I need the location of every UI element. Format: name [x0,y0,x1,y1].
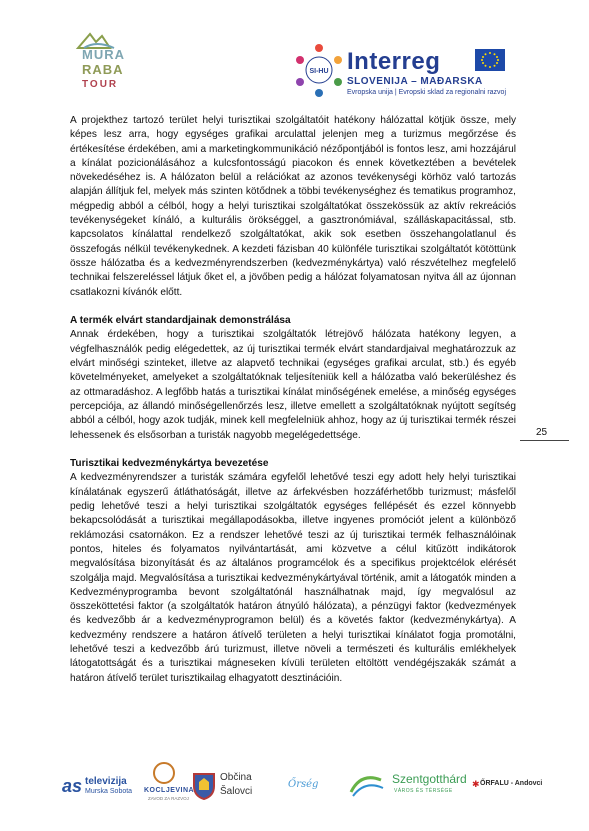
footer-partner-logos [62,770,543,806]
paragraph-standards: Annak érdekében, hogy a turisztikai szolgáltatók létrejövő hálózata hatékony legyen, a végfelhasználók pedig elégedettek, az új turisztikai termék elvárt standardjaival meghatározzuk az elvárt minőségi szinteket, illetve az alapvető technikai (egységes grafikai arculat, stb.) és egyéb követelményeket, amelyeket a szolgáltatóknak teljesíteniük kell a hálózatba való bekerüléshez és az ottmaradáshoz. A legfőbb hatás a turisztikai kínálat minőségének emelése, a minőség egységes percepciója, az állandó minőségellenőrzés lesz, illetve emellett a szolgáltatóknak nyújtott segítség abból a célból, hogy azok tudják, minek kell megfelelniük ahhoz, hogy az új turisztikai termék részei lehessenek és elsősorban a turisták nagyobb megelégedettsége. [70,329,516,441]
interreg-title: Interreg [347,48,441,75]
obcina-line1: Občina [220,772,252,783]
kocljevina-title: KOCLJEVINA [144,787,195,794]
logo-text-mura: MURA [82,47,125,62]
kocljevina-ring-icon [153,762,175,784]
obcina-line2: Šalovci [220,786,253,797]
logo-text-raba: RABA [82,62,124,77]
si-hu-badge: SI-HU [309,68,329,75]
section-heading-standards: A termék elvárt standardjainak demonstrálása [70,315,291,327]
interreg-subtitle: SLOVENIJA – MAĐARSKA [347,76,483,87]
interreg-tagline: Evropska unija | Evropski sklad za regionalni razvoj [347,89,507,96]
coat-of-arms-icon [192,772,216,800]
section-heading-discount-card: Turisztikai kedvezménykártya bevezetése [70,458,269,470]
televizija-subtitle: Murska Sobota [85,788,133,795]
logo-text-tour: TOUR [82,79,119,90]
orfalu-text: ŐRFALU - Andovci [480,780,543,787]
paragraph-discount-card: A kedvezményrendszer a turisták számára egyfelől lehetővé teszi egy adott hely helyi turisztikai kínálatának egyszerű átláthatóságát, illetve az árfekvésben hozzáférhetőbb turizmust; másfelől pedig lehetővé teszi a helyi turisztikai szolgáltatók egységes fellépését és ezzel könnyebb bekapcsolódását a turisztikai megállapodásokba, illetve ingyenes promóciót jelent a különböző reklámozási csatornákon. Ez a rendszer lehetővé teszi az új turisztikai termék felhasználóinak pontos, hiteles és folyamatos nyilvántartását, ami közvetve a célul kitűzött indikátorok megvalósítása bizonyítását és az általános programcélok és a specifikus projektcélok elérését szolgálja majd. Megvalósítása a turisztikai kedvezménykártyával történik, amit a látogatók minden a Kedvezményprogramba bevont szolgáltatónál használhatnak majd, így megvalósul az összeköttetési faktor (a szolgáltatók határon átnyúló hálózata), a pénzügyi faktor (kedvezmények és kedvezőbb ár a kedvezményprogramon belül) és a követés faktor (kedvezménykártya). A kedvezmény rendszere a határon átívelő területen a helyi turisztikai kínálatot fogja promotálni, lehetővé teszi a kedvezőbb árú turizmust, illetve növeli a természeti és kulturális emlékhelyek látogatottságát és a turisztikai mágneseken kívüli területen eltöltött vendégéjszakák számát a határon átívelő terület turisztikailag elhagyatott desztinációin. [70,472,516,684]
orfalu-emblem-icon: ✱ [472,779,480,789]
swirl-icon [347,770,387,800]
as-icon: as [62,776,83,796]
televizija-title: televizija [85,776,127,787]
kocljevina-subtitle: ZAVOD ZA RAZVOJ [148,796,189,801]
szentgotthard-subtitle: VÁROS ÉS TÉRSÉGE [394,788,453,794]
paragraph-network: A projekthez tartozó terület helyi turisztikai szolgáltatóit hatékony hálózattal kötjük össze, mely képes lesz arra, hogy egységes grafikai arculattal jelenjen meg a turizmus megőrzése és értékesítése érdekében, ami a marketingkommunikáció nézőpontjából is fontos lesz, ami hozzájárul a kínálat pozicionálásához a kulcsfontosságú piacokon és ennek következtében a bevételek növekedéséhez is. A hálózaton belül a relációkat az azonos tevékenységi körhöz való tartozás alapján állítjuk fel, melyek más szinten kötődnek a többi tevékenységhez és tematikus programhoz, mégpedig abból a célból, hogy a helyi turisztikai szolgáltatókat összekössük az aktív rekreációs tevékenységeket kínáló, a kulturális örökséggel, a gasztronómiával, szálláskapacitással, stb. kapcsolatos kínálattal rendelkező szolgáltatókat, akik sok esetben összehangolatlanul és összefogás nélkül tevékenykednek. A kezdeti fázisban 40 különféle turisztikai szolgáltatót kötöttünk össze hálózatba és a kedvezményrendszerben (kedvezménykártya) való részvételhez megfelelő technikai felszereléssel látjuk őket el, a jövőben pedig a hálózat folyamatosan nyitva áll az újonnan csatlakozni kívánók előtt. [70,115,516,298]
interreg-logo [292,42,522,104]
mura-raba-tour-logo [70,30,140,100]
document-body [70,114,516,686]
si-hu-people-icon [294,42,344,98]
page-number: 25 [536,427,548,438]
page-number-rule [520,440,569,441]
szentgotthard-title: Szentgotthárd [392,772,467,786]
eu-flag-icon [475,49,505,71]
orseg-text: Őrség [288,779,319,790]
